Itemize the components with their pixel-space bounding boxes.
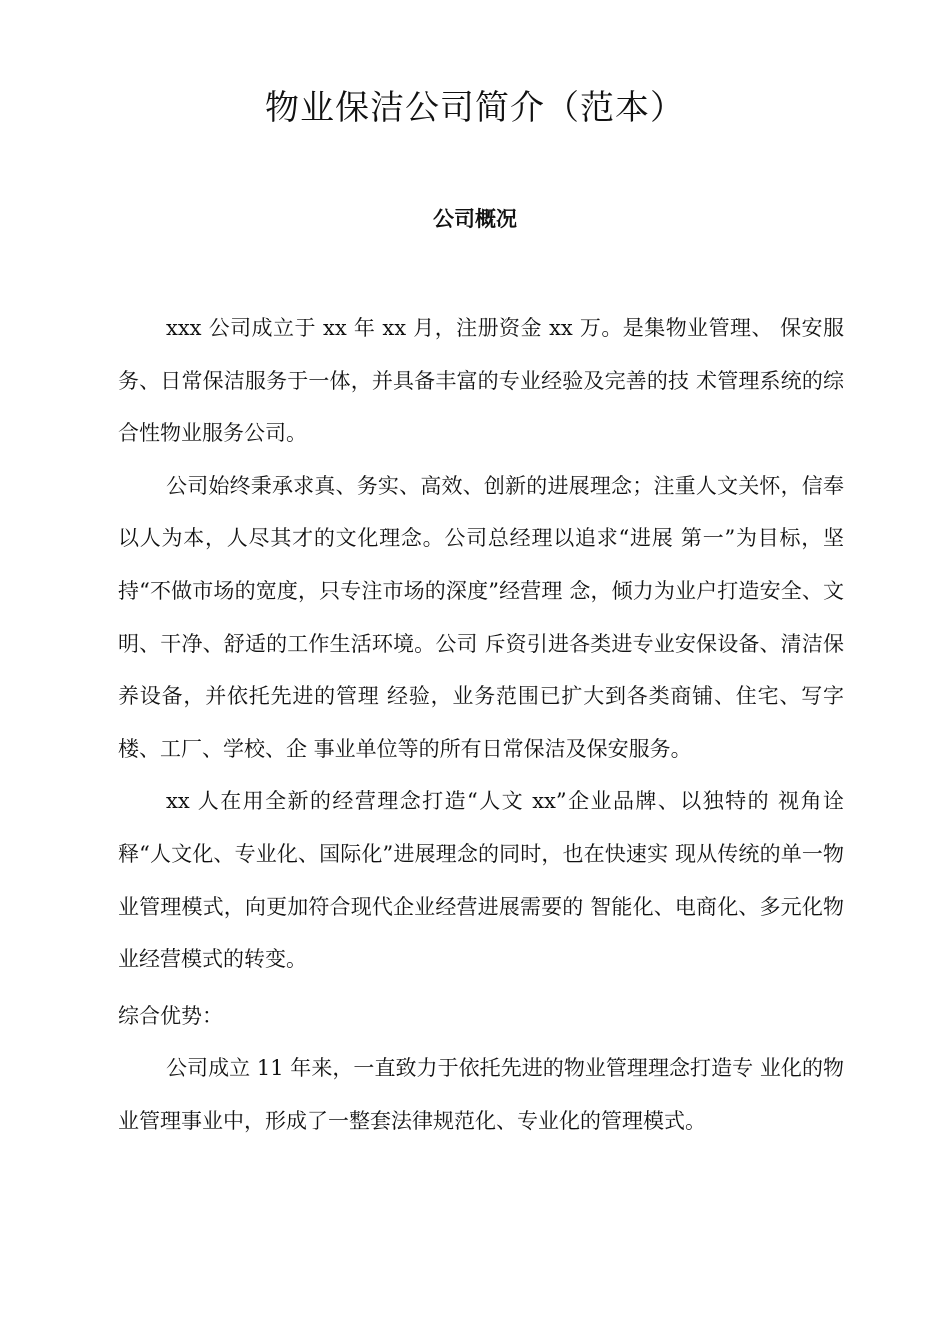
document-body — [118, 302, 844, 1148]
paragraph-overview: xxx 公司成立于 xx 年 xx 月，注册资金 xx 万。是集物业管理、 保安服务、日常保洁服务于一体，并具备丰富的专业经验及完善的技 术管理系统的综合性物业服务公司。 — [118, 316, 844, 446]
paragraph-brand: xx 人在用全新的经营理念打造“人文 xx”企业品牌、以独特的 视角诠释“人文化、专业化、国际化”进展理念的同时，也在快速实 现从传统的单一物业管理模式，向更加符合现代企业经营进展需要的 智能化、电商化、多元化物业经营模式的转变。 — [118, 789, 844, 972]
paragraph-advantages: 公司成立 11 年来，一直致力于依托先进的物业管理理念打造专 业化的物业管理事业中，形成了一整套法律规范化、专业化的管理模式。 — [118, 1056, 844, 1133]
subheading-advantages: 综合优势： — [118, 1003, 223, 1028]
section-title: 公司概况 — [433, 206, 517, 231]
document-title: 物业保洁公司简介（范本） — [265, 88, 685, 128]
paragraph-philosophy: 公司始终秉承求真、务实、高效、创新的进展理念；注重人文关怀，信奉以人为本，人尽其才的文化理念。公司总经理以追求“进展 第一”为目标，坚持“不做市场的宽度，只专注市场的深度”经营理 念，倾力为业户打造安全、文明、干净、舒适的工作生活环境。公司 斥资引进各类进专业安保设备、清洁保养设备，并依托先进的管理 经验，业务范围已扩大到各类商铺、住宅、写字楼、工厂、学校、企 事业单位等的所有日常保洁及保安服务。 — [118, 473, 844, 761]
